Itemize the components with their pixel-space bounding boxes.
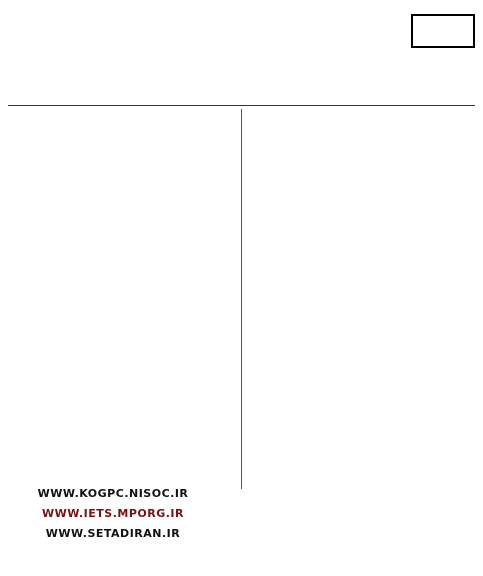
left-intro [8,109,235,119]
notice-subtitle [8,80,475,106]
section-heading [8,121,235,131]
section-heading [248,187,475,197]
section-heading [8,165,235,175]
website-link-iets[interactable]: WWW.IETS.MPORG.IR [42,507,184,520]
column-divider [241,109,242,489]
notice-id-box [411,14,475,48]
section-body [248,153,475,163]
notice-header [8,6,475,80]
right-column [248,109,475,489]
section-body [8,153,235,163]
left-column [8,109,235,489]
notice-footer [8,484,475,570]
section-body [248,131,475,141]
section-heading [248,143,475,153]
section-heading [248,121,475,131]
section-heading [248,165,475,175]
right-intro [248,109,475,119]
section-heading [248,209,475,219]
title-block [78,10,405,58]
notice-title-line2 [78,34,405,58]
section-body [248,219,475,229]
section-body [8,175,235,185]
notice-title-line1 [78,10,405,34]
signature-line2 [8,561,218,576]
website-links [8,484,218,544]
signature-line1 [8,544,218,561]
website-link-kogpc[interactable]: WWW.KOGPC.NISOC.IR [37,487,189,500]
section-body [8,131,235,141]
section-heading [8,143,235,153]
section-body [248,197,475,207]
website-link-setadiran[interactable]: WWW.SETADIRAN.IR [45,527,181,540]
section-body [248,175,475,185]
issuer-signature [8,544,218,576]
body-columns [8,109,475,489]
